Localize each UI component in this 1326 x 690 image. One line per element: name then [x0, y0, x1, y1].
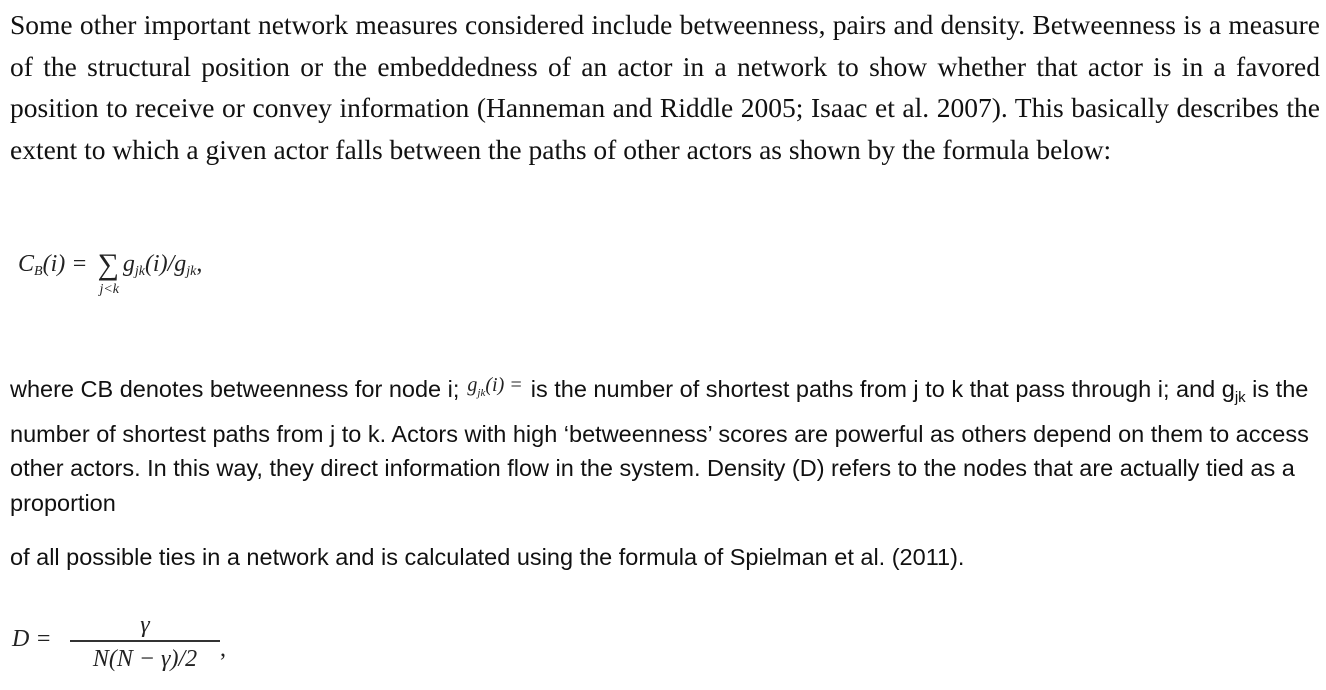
formula-term-sub: jk	[134, 264, 145, 279]
formula-term-arg: (i)/g	[144, 251, 187, 277]
formula-lhs-arg: (i) =	[42, 251, 88, 277]
paragraph-density: of all possible ties in a network and is calculated using the formula of Spielman et al. (2011).	[10, 544, 965, 570]
density-numerator: γ	[140, 612, 150, 638]
inline-g: g	[467, 374, 478, 396]
inline-g-arg: (i) =	[485, 374, 523, 396]
inline-formula-gjk	[467, 374, 523, 399]
para2-part1: where CB denotes betweenness for node i;	[10, 376, 460, 402]
formula-term2-sub: jk	[186, 264, 197, 279]
density-tail: ,	[220, 636, 226, 662]
summation-sign: ∑	[97, 248, 119, 281]
para2-part2: is the number of shortest paths from j to k that pass through i; and g	[530, 376, 1235, 402]
betweenness-formula	[18, 248, 203, 297]
formula-tail: ,	[196, 251, 203, 277]
inline-g-sub: jk	[477, 387, 486, 399]
formula-term: g	[122, 251, 135, 277]
density-lhs: D =	[12, 626, 52, 652]
summation-index: j<k	[99, 282, 119, 297]
density-denominator: N(N − γ)/2	[92, 645, 198, 672]
formula-lhs-sub: B	[34, 264, 43, 279]
summation-symbol	[97, 248, 119, 297]
fraction-bar	[70, 640, 220, 642]
paragraph-betweenness-explanation	[10, 372, 1320, 520]
formula-lhs: C	[18, 251, 35, 277]
paragraph-betweenness-intro: Some other important network measures considered include betweenness, pairs and density. Betweenness is a measure of the structural position or the embeddedness of an actor in a network to show whether that actor is in a favored position to receive or convey information (Hanneman and Riddle 2005; Isaac et al. 2007). This basically describes the extent to which a given actor falls between the paths of other actors as shown by the formula below:	[10, 9, 1320, 165]
para2-part3: is the number of shortest paths from j to k. Actors with high ‘betweenness’ scores are powerful as others depend on them to access other actors. In this way, they direct information flow in the system. Density (D) refers to the nodes that are actually tied as a proportion	[10, 376, 1309, 516]
density-fraction	[70, 612, 220, 672]
para2-subscript-jk: jk	[1234, 389, 1246, 406]
